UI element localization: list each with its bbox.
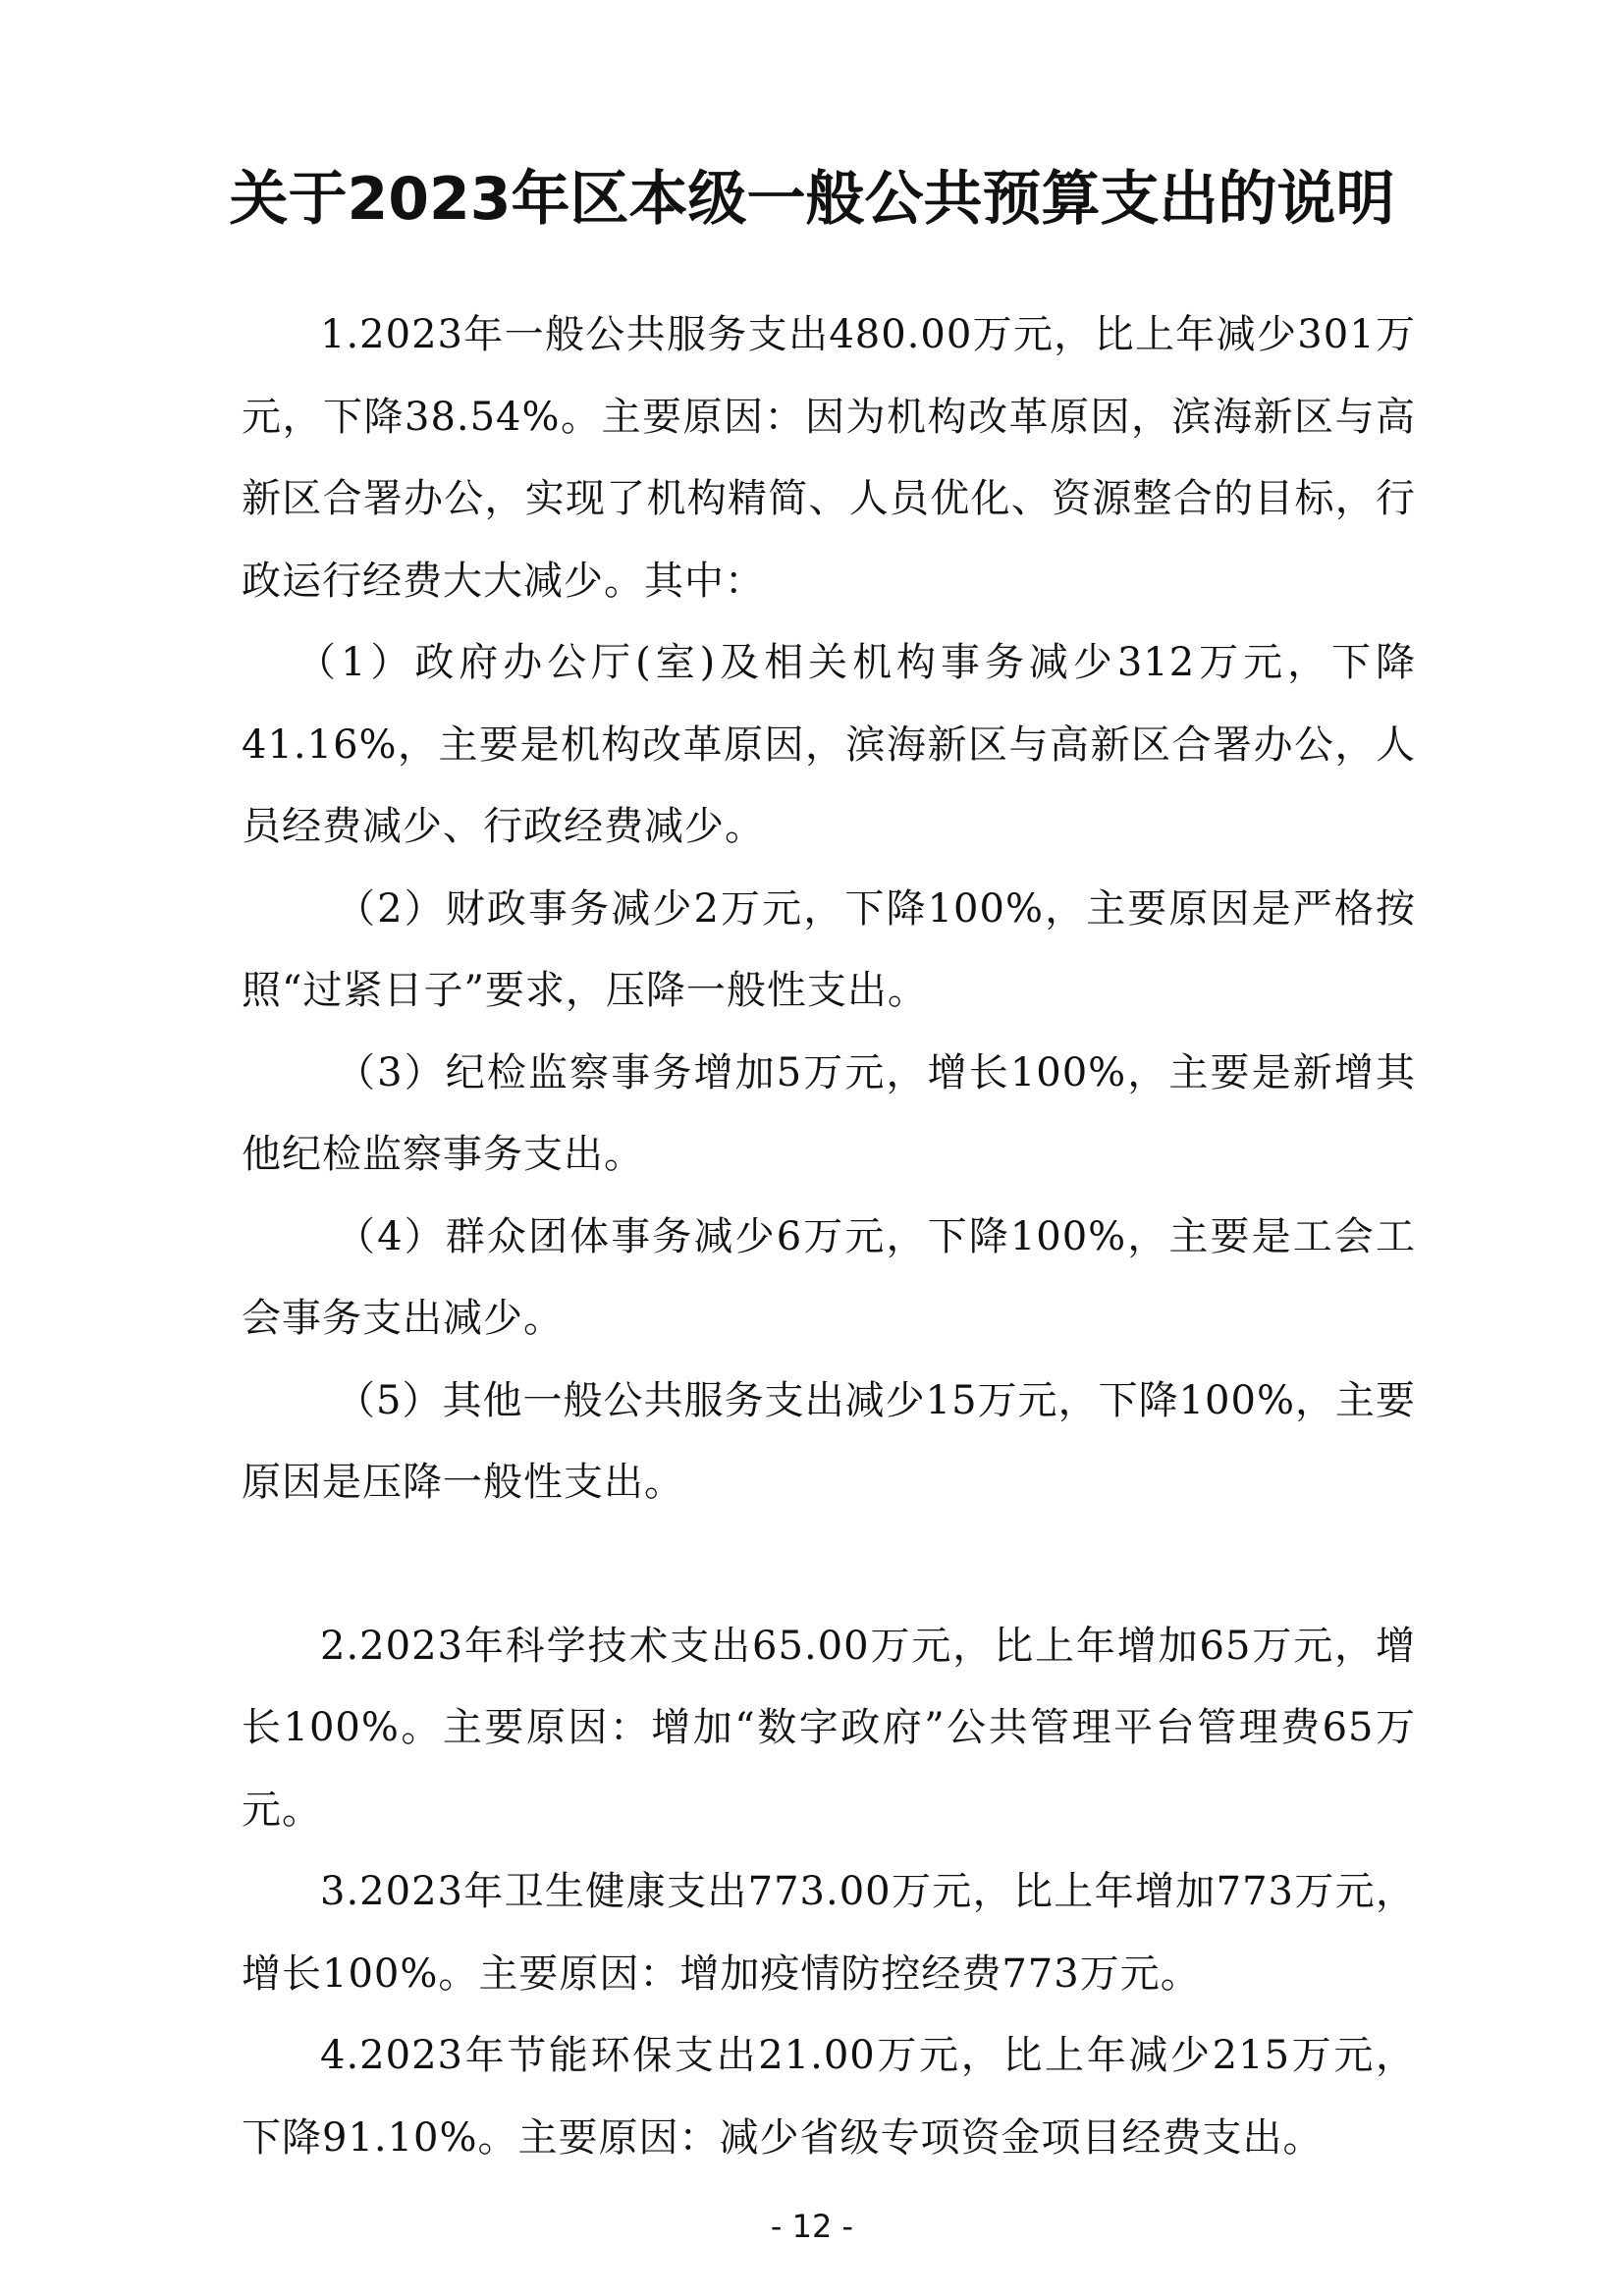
page-number: - 12 - [770, 2208, 854, 2245]
paragraph-item-2: （2）财政事务减少2万元，下降100%，主要原因是严格按照“过紧日子”要求，压降一般性支出。 [242, 885, 1416, 1013]
page-title: 关于2023年区本级一般公共预算支出的说明 [229, 165, 1395, 234]
paragraph-item-4: （4）群众团体事务减少6万元，下降100%，主要是工会工会事务支出减少。 [242, 1213, 1416, 1341]
paragraph-health: 3.2023年卫生健康支出773.00万元，比上年增加773万元，增长100%。主要原因：增加疫情防控经费773万元。 [242, 1869, 1416, 1997]
paragraph-item-1: （1）政府办公厅(室)及相关机构事务减少312万元，下降41.16%，主要是机构改革原因，滨海新区与高新区合署办公，人员经费减少、行政经费减少。 [242, 640, 1416, 849]
paragraph-science-technology: 2.2023年科学技术支出65.00万元，比上年增加65万元，增长100%。主要原因：增加“数字政府”公共管理平台管理费65万元。 [242, 1623, 1416, 1833]
paragraph-energy-environment: 4.2023年节能环保支出21.00万元，比上年减少215万元，下降91.10%。主要原因：减少省级专项资金项目经费支出。 [242, 2033, 1416, 2161]
paragraph-spacer [242, 1524, 1416, 1606]
paragraph-general-public-services: 1.2023年一般公共服务支出480.00万元，比上年减少301万元，下降38.54%。主要原因：因为机构改革原因，滨海新区与高新区合署办公，实现了机构精简、人员优化、资源整合的目标，行政运行经费大大减少。其中： [242, 312, 1416, 604]
paragraph-item-5: （5）其他一般公共服务支出减少15万元，下降100%，主要原因是压降一般性支出。 [242, 1377, 1416, 1505]
paragraph-item-3: （3）纪检监察事务增加5万元，增长100%，主要是新增其他纪检监察事务支出。 [242, 1049, 1416, 1177]
document-body [242, 294, 1416, 2179]
